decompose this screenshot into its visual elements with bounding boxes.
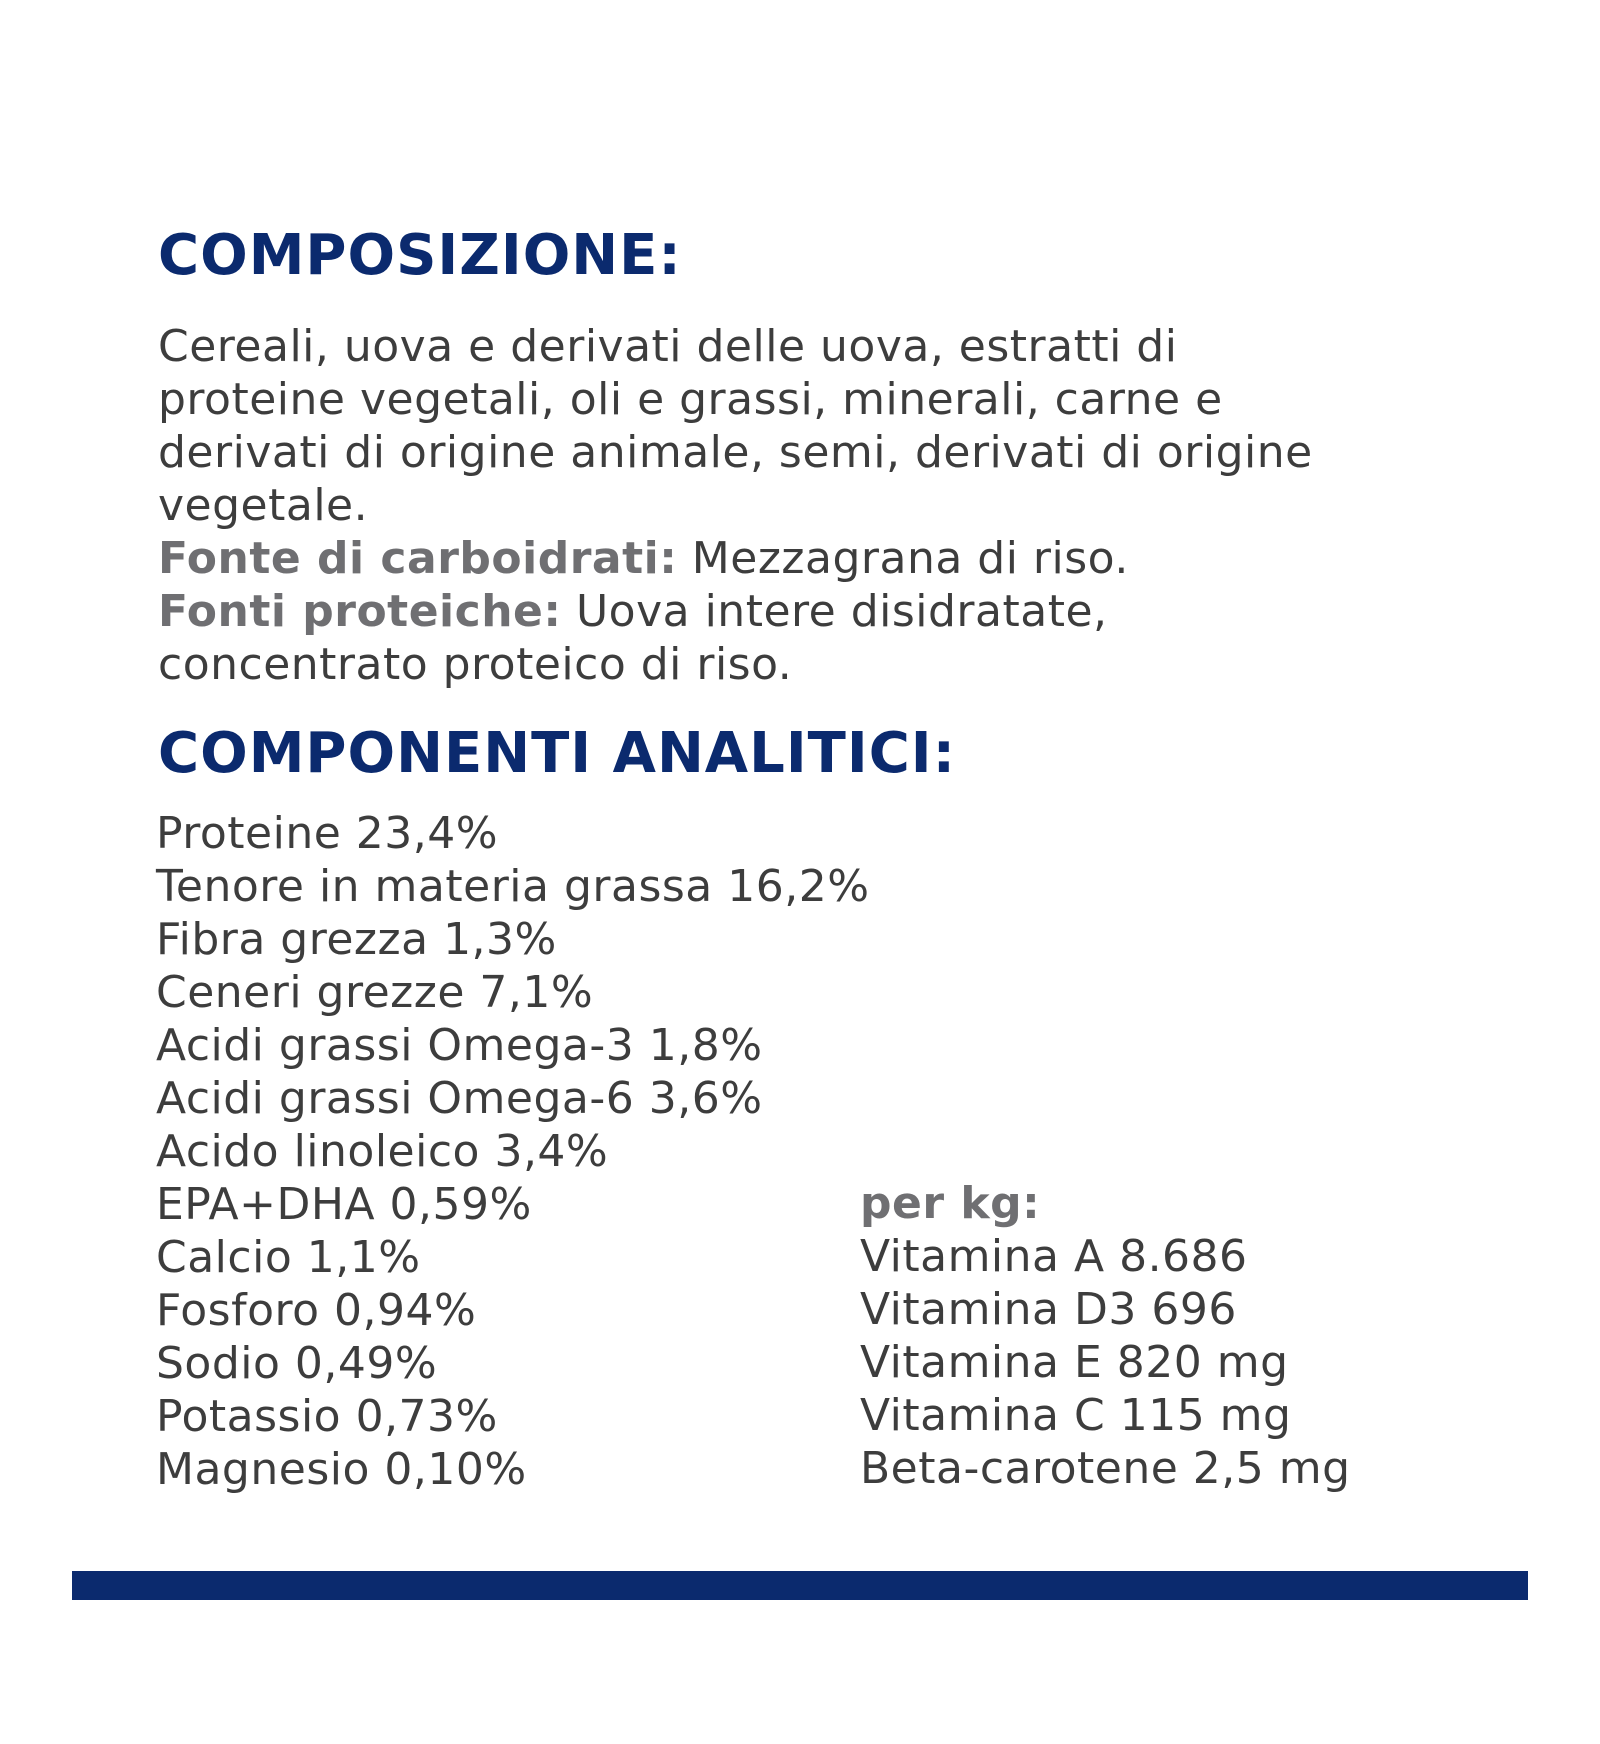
list-item: Sodio 0,49% xyxy=(156,1338,438,1389)
carb-source-value: Mezzagrana di riso. xyxy=(677,533,1129,584)
list-item: Fosforo 0,94% xyxy=(156,1285,477,1336)
list-item: Proteine 23,4% xyxy=(156,808,499,859)
list-item: Ceneri grezze 7,1% xyxy=(156,967,594,1018)
composition-heading: COMPOSIZIONE: xyxy=(158,223,682,288)
list-item: Tenore in materia grassa 16,2% xyxy=(156,861,870,912)
list-item: EPA+DHA 0,59% xyxy=(156,1179,532,1230)
list-item: Magnesio 0,10% xyxy=(156,1444,527,1495)
bottom-divider-bar xyxy=(72,1571,1528,1600)
analytic-components-list xyxy=(156,807,870,1496)
list-item: Acidi grassi Omega-6 3,6% xyxy=(156,1073,763,1124)
per-kg-label: per kg: xyxy=(860,1178,1041,1229)
list-item: Vitamina C 115 mg xyxy=(860,1390,1292,1441)
carb-source-label: Fonte di carboidrati: xyxy=(158,533,678,584)
composition-text: Cereali, uova e derivati delle uova, estratti di proteine vegetali, oli e grassi, minerali, carne e derivati di origine animale, semi, derivati di origine vegetale. xyxy=(158,321,1313,531)
protein-source-value: Uova intere disidratate, concentrato proteico di riso. xyxy=(158,586,1108,690)
composition-paragraph xyxy=(158,320,1318,691)
list-item: Vitamina D3 696 xyxy=(860,1284,1237,1335)
list-item: Calcio 1,1% xyxy=(156,1232,421,1283)
protein-source-label: Fonti proteiche: xyxy=(158,586,562,637)
list-item: Beta-carotene 2,5 mg xyxy=(860,1443,1351,1494)
list-item: Acido linoleico 3,4% xyxy=(156,1126,609,1177)
analytics-heading: COMPONENTI ANALITICI: xyxy=(158,721,957,786)
list-item: Potassio 0,73% xyxy=(156,1391,498,1442)
list-item: Acidi grassi Omega-3 1,8% xyxy=(156,1020,763,1071)
list-item: Vitamina E 820 mg xyxy=(860,1337,1289,1388)
per-kg-vitamins-list xyxy=(860,1177,1351,1495)
list-item: Vitamina A 8.686 xyxy=(860,1231,1248,1282)
list-item: Fibra grezza 1,3% xyxy=(156,914,557,965)
